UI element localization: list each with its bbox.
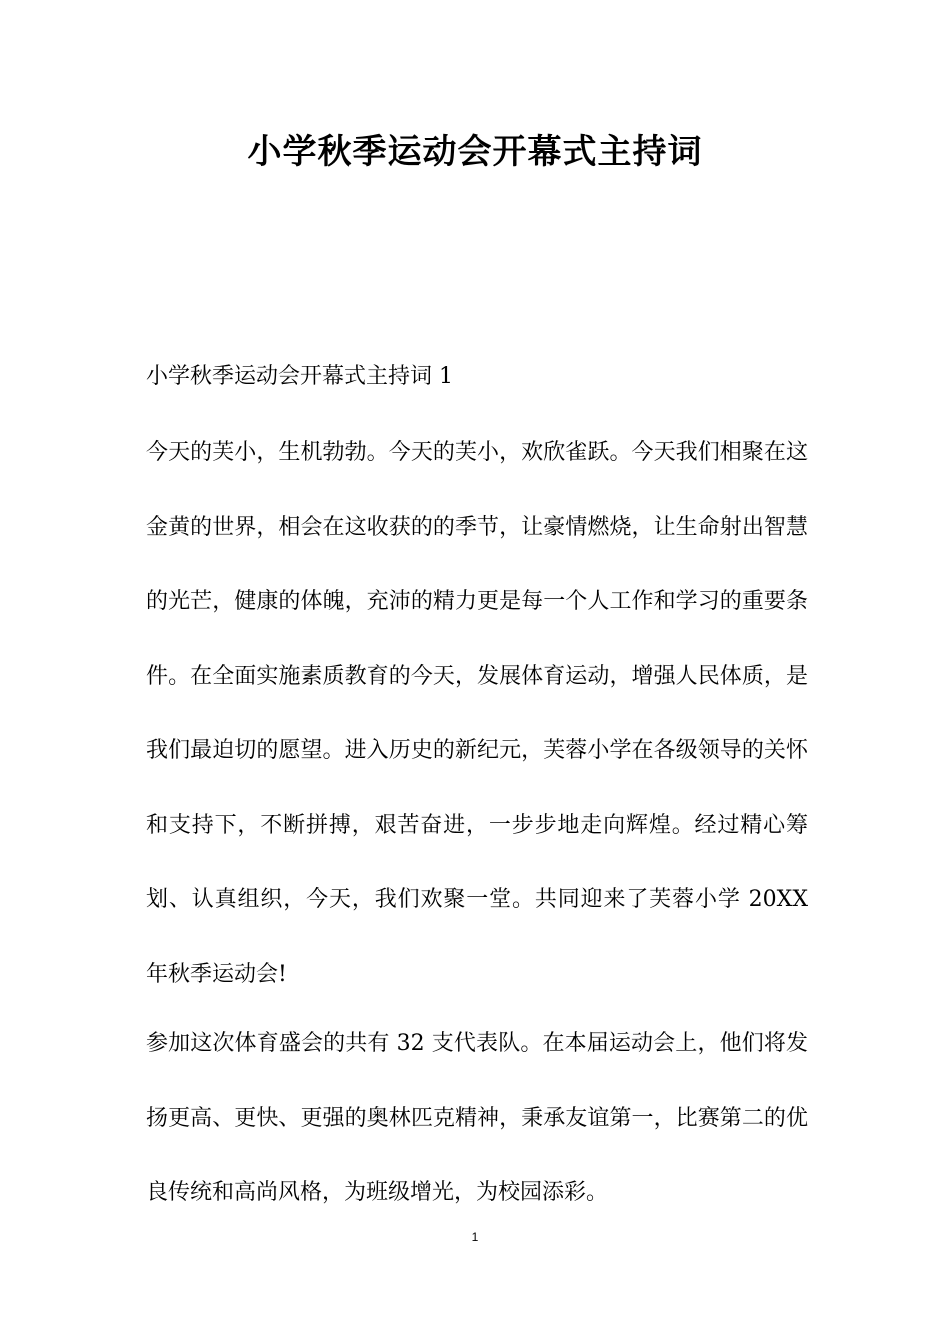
document-title: 小学秋季运动会开幕式主持词 <box>247 132 703 172</box>
section-heading: 小学秋季运动会开幕式主持词 1 <box>146 364 453 389</box>
document-body <box>146 354 808 1231</box>
paragraph-2: 参加这次体育盛会的共有 32 支代表队。在本届运动会上，他们将发扬更高、更快、更强的奥林匹克精神，秉承友谊第一，比赛第二的优良传统和高尚风格，为班级增光，为校园添彩。 <box>146 1031 808 1205</box>
page-number: 1 <box>471 1230 479 1244</box>
paragraph-1: 今天的芙小，生机勃勃。今天的芙小，欢欣雀跃。今天我们相聚在这金黄的世界，相会在这收获的的季节，让豪情燃烧，让生命射出智慧的光芒，健康的体魄，充沛的精力更是每一个人工作和学习的重要条件。在全面实施素质教育的今天，发展体育运动，增强人民体质，是我们最迫切的愿望。进入历史的新纪元，芙蓉小学在各级领导的关怀和支持下，不断拼搏，艰苦奋进，一步步地走向辉煌。经过精心筹划、认真组织，今天，我们欢聚一堂。共同迎来了芙蓉小学 20XX 年秋季运动会! <box>146 440 808 987</box>
